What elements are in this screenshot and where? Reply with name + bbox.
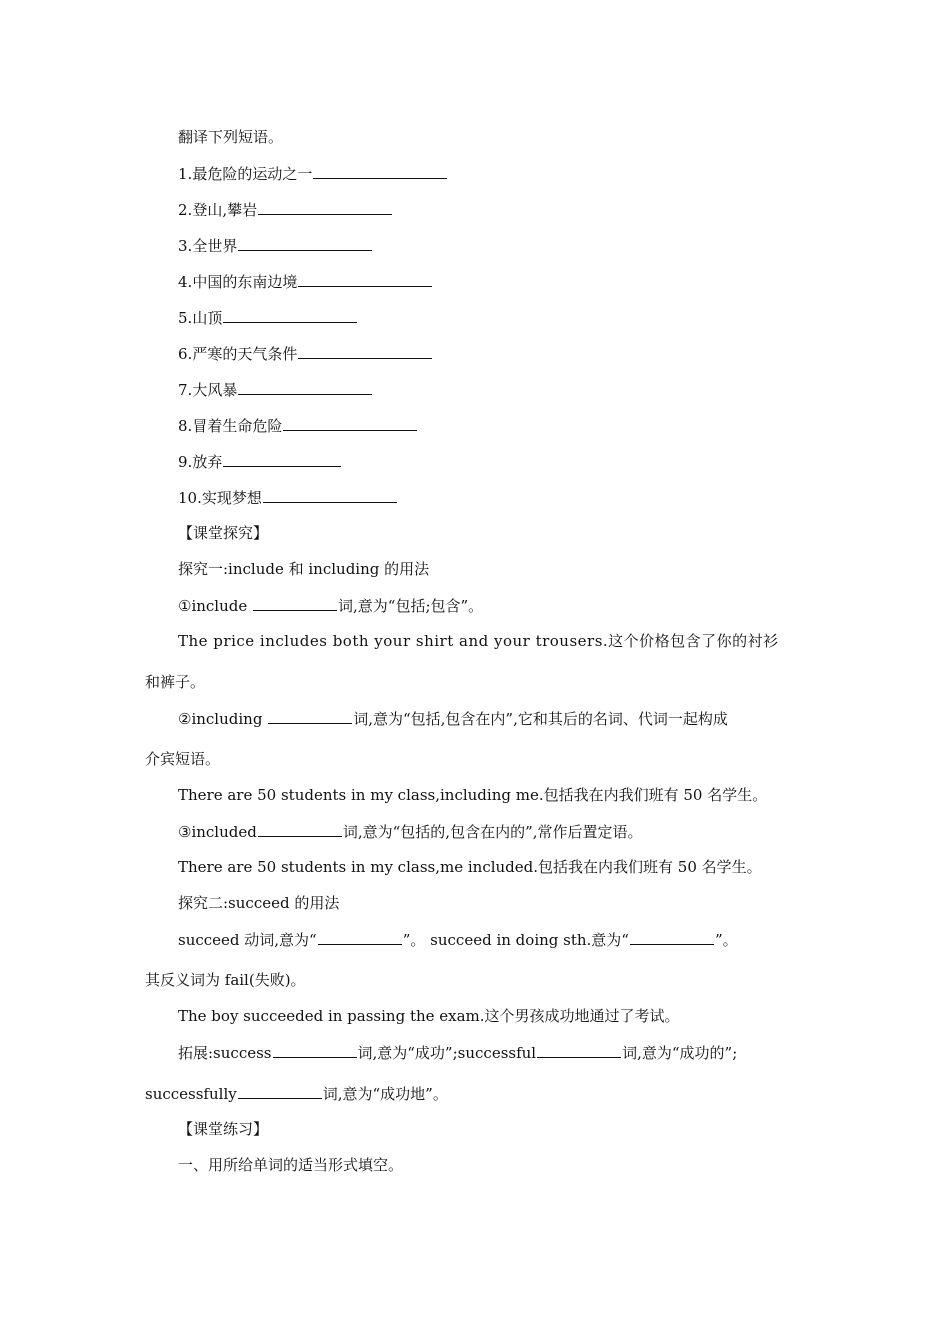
phrase-item	[178, 379, 373, 399]
answer-blank[interactable]	[258, 821, 342, 837]
phrase-text: 严寒的天气条件	[192, 345, 298, 363]
explore2-example: The boy succeeded in passing the exam.这个男孩成功地通过了考试。	[178, 1007, 680, 1025]
explore1-example2: There are 50 students in my class,including me.包括我在内我们班有 50 名学生。	[178, 786, 768, 804]
explore1-item3	[178, 821, 643, 841]
explore1-item2-cont: 介宾短语。	[145, 750, 221, 768]
answer-blank[interactable]	[223, 307, 357, 323]
explore2-antonym: 其反义词为 fail(失败)。	[145, 971, 306, 989]
phrase-item	[178, 451, 342, 471]
answer-blank[interactable]	[298, 343, 432, 359]
explore1-example1-cont: 和裤子。	[145, 673, 206, 691]
text-part: succeed 动词,意为“	[178, 931, 317, 949]
answer-blank[interactable]	[238, 379, 372, 395]
answer-blank[interactable]	[298, 271, 432, 287]
phrase-item	[178, 487, 398, 507]
answer-blank[interactable]	[268, 708, 352, 724]
phrase-number: 10.	[178, 489, 202, 507]
phrase-text: 放弃	[192, 453, 223, 471]
answer-blank[interactable]	[283, 415, 417, 431]
answer-blank[interactable]	[313, 163, 447, 179]
answer-blank[interactable]	[318, 929, 402, 945]
explore2-title: 探究二:succeed 的用法	[178, 894, 340, 912]
phrase-text: 全世界	[192, 237, 238, 255]
phrase-number: 6.	[178, 345, 193, 363]
phrase-text: 实现梦想	[201, 489, 262, 507]
explore1-item2	[178, 708, 728, 728]
explore2-line1	[178, 929, 738, 949]
phrase-text: 山顶	[192, 309, 223, 327]
answer-blank[interactable]	[253, 595, 337, 611]
phrase-number: 7.	[178, 381, 193, 399]
answer-blank[interactable]	[238, 1083, 322, 1099]
phrase-item	[178, 163, 448, 183]
answer-blank[interactable]	[223, 451, 341, 467]
practice1-instruction: 一、用所给单词的适当形式填空。	[178, 1156, 404, 1174]
text-part: ”。	[714, 931, 738, 949]
item-suffix: 词,意为“包括,包含在内”,它和其后的名词、代词一起构成	[353, 710, 728, 728]
phrase-text: 登山,攀岩	[192, 201, 258, 219]
phrase-number: 3.	[178, 237, 193, 255]
intro-heading: 翻译下列短语。	[178, 128, 284, 146]
explore1-example3: There are 50 students in my class,me included.包括我在内我们班有 50 名学生。	[178, 858, 762, 876]
answer-blank[interactable]	[273, 1042, 357, 1058]
item-suffix: 词,意为“包括的,包含在内的”,常作后置定语。	[342, 823, 643, 841]
item-suffix: 词,意为“包括;包含”。	[338, 597, 484, 615]
text-part: 词,意为“成功”;successful	[357, 1044, 537, 1062]
answer-blank[interactable]	[630, 929, 714, 945]
explore2-extension	[178, 1042, 737, 1062]
phrase-item	[178, 271, 433, 291]
answer-blank[interactable]	[263, 487, 397, 503]
explore1-item1	[178, 595, 483, 615]
phrase-item	[178, 199, 393, 219]
phrase-text: 最危险的运动之一	[192, 165, 313, 183]
phrase-number: 1.	[178, 165, 193, 183]
text-part: 拓展:success	[178, 1044, 272, 1062]
explore2-extension-cont	[145, 1083, 448, 1103]
phrase-number: 9.	[178, 453, 193, 471]
phrase-number: 5.	[178, 309, 193, 327]
item-prefix: ②including	[178, 710, 268, 728]
phrase-text: 大风暴	[192, 381, 238, 399]
text-part: 词,意为“成功的”;	[622, 1044, 738, 1062]
phrase-number: 4.	[178, 273, 193, 291]
text-part: ”。 succeed in doing sth.意为“	[402, 931, 629, 949]
phrase-text: 冒着生命危险	[192, 417, 283, 435]
item-prefix: ③included	[178, 823, 257, 841]
answer-blank[interactable]	[258, 199, 392, 215]
phrase-number: 2.	[178, 201, 193, 219]
phrase-text: 中国的东南边境	[192, 273, 298, 291]
explore1-example1: The price includes both your shirt and your trousers.这个价格包含了你的衬衫	[178, 632, 779, 650]
phrase-item	[178, 415, 418, 435]
explore1-title: 探究一:include 和 including 的用法	[178, 560, 430, 578]
text-part: successfully	[145, 1085, 237, 1103]
phrase-number: 8.	[178, 417, 193, 435]
section-heading-explore: 【课堂探究】	[178, 524, 269, 542]
section-heading-practice: 【课堂练习】	[178, 1120, 269, 1138]
answer-blank[interactable]	[238, 235, 372, 251]
phrase-item	[178, 343, 433, 363]
phrase-item	[178, 307, 358, 327]
text-part: 词,意为“成功地”。	[322, 1085, 448, 1103]
item-prefix: ①include	[178, 597, 253, 615]
phrase-item	[178, 235, 373, 255]
answer-blank[interactable]	[537, 1042, 621, 1058]
